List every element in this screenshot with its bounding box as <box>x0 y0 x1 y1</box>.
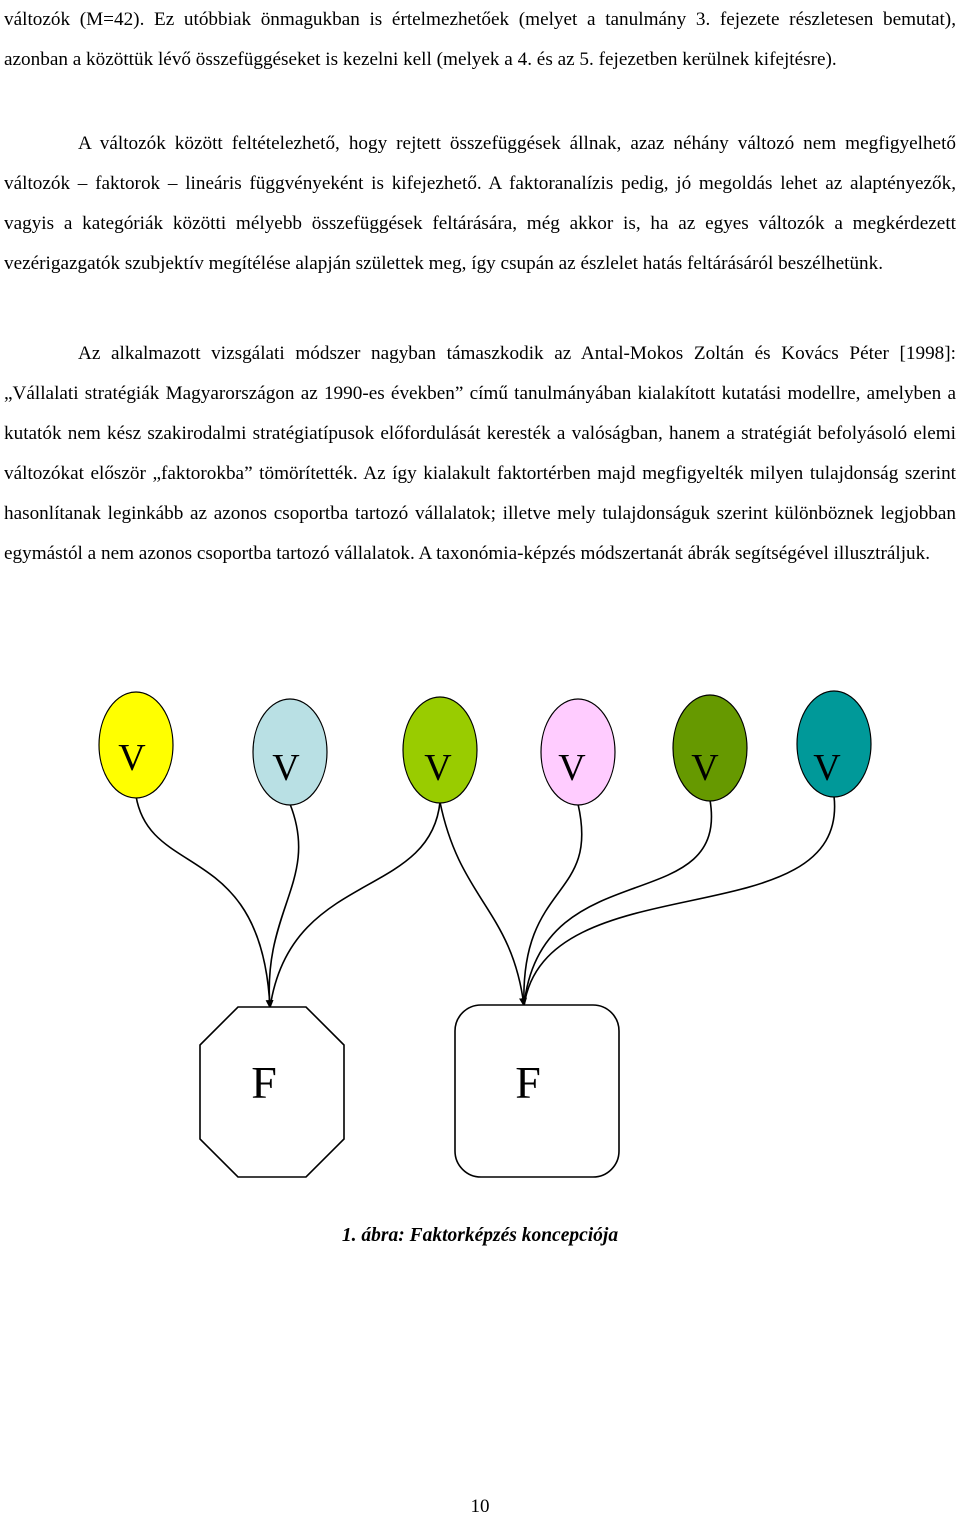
svg-text:V: V <box>272 747 300 789</box>
svg-text:F: F <box>251 1057 277 1108</box>
svg-text:V: V <box>558 747 586 789</box>
variable-node-1 <box>99 692 173 798</box>
link-v3-f2 <box>440 802 524 1006</box>
figure-caption: 1. ábra: Faktorképzés koncepciója <box>341 1225 619 1246</box>
variable-node-4 <box>541 699 615 805</box>
link-v2-f1 <box>269 804 298 1008</box>
paragraph-1: változók (M=42). Ez utóbbiak önmagukban is értelmezhetőek (melyet a tanulmány 3. fejezete részletesen bemutat), azonban a közöttük lévő összefüggéseket is kezelni kell (melyek a 4. és az 5. fejezetben kerülnek kifejtésre). <box>4 9 956 70</box>
svg-text:V: V <box>813 747 841 789</box>
variable-node-2 <box>253 699 327 805</box>
factor-formation-diagram <box>0 680 960 1210</box>
factor-node-rounded-square <box>455 1005 619 1177</box>
variable-node-5 <box>673 695 747 801</box>
link-v4-f2 <box>524 804 582 1006</box>
factor-node-octagon <box>200 1007 344 1177</box>
paragraph-2: A változók között feltételezhető, hogy rejtett összefüggések állnak, azaz néhány változó nem megfigyelhető változók – faktorok – lineáris függvényeként is kifejezhető. A faktoranalízis pedig, jó megoldás lehet az alaptényezők, vagyis a kategóriák közötti mélyebb összefüggések feltárására, még akkor is, ha az egyes változók a megkérdezett vezérigazgatók szubjektív megítélése alapján születtek meg, így csupán az észlelet hatás feltárásáról beszélhetünk. <box>4 133 956 274</box>
link-v6-f2 <box>524 796 835 1006</box>
variable-node-3 <box>403 697 477 803</box>
paragraph-3: Az alkalmazott vizsgálati módszer nagyban támaszkodik az Antal-Mokos Zoltán és Kovács Péter [1998]: „Vállalati stratégiák Magyarországon az 1990-es években” című tanulmányában kialakított kutatási modellre, amelyben a kutatók nem kész szakirodalmi stratégiatípusok előfordulását keresték a valóságban, hanem a stratégiát befolyásoló elemi változókat először „faktorokba” tömörítették. Az így kialakult faktortérben majd megfigyelték milyen tulajdonság szerint hasonlítanak leginkább az azonos csoportba tartozó vállalatok; illetve mely tulajdonságuk szerint különböznek legjobban egymástól a nem azonos csoportba tartozó vállalatok. A taxonómia-képzés módszertanát ábrák segítségével illusztráljuk. <box>4 343 956 564</box>
link-v1-f1 <box>136 796 270 1008</box>
variable-node-6 <box>797 691 871 797</box>
svg-text:V: V <box>424 747 452 789</box>
svg-text:V: V <box>691 747 719 789</box>
page-number: 10 <box>470 1496 490 1517</box>
svg-text:V: V <box>118 737 146 779</box>
link-v3-f1 <box>270 802 440 1008</box>
svg-text:F: F <box>515 1057 541 1108</box>
